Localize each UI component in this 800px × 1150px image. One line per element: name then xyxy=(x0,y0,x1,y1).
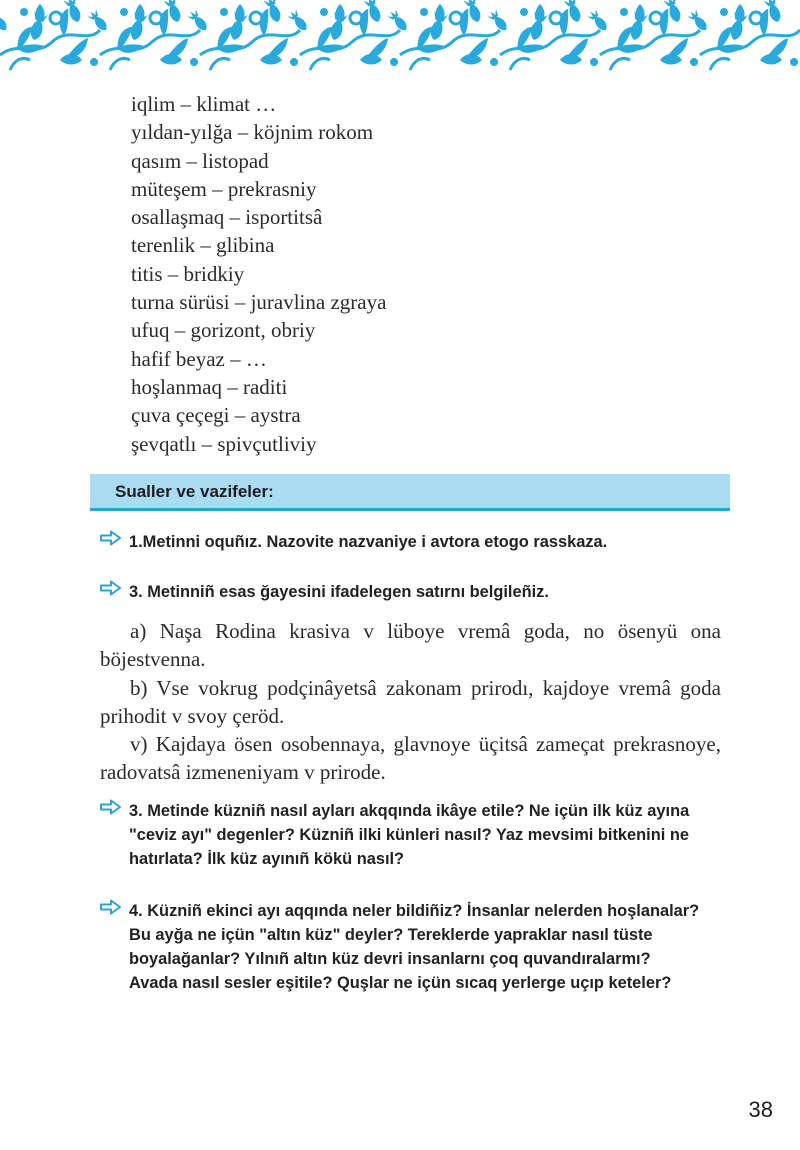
questions-header-bar xyxy=(90,474,730,511)
task-item xyxy=(100,530,740,554)
vocab-item: müteşem – prekrasniy xyxy=(131,176,317,201)
questions-header: Sualler ve vazifeler: xyxy=(115,482,274,501)
task-item xyxy=(100,899,700,995)
vocab-item: ufuq – gorizont, obriy xyxy=(131,318,316,343)
task-text: 3. Metinniñ esas ğayesini ifadelegen satırnı belgileñiz. xyxy=(129,583,549,601)
vocab-item: hafif beyaz – … xyxy=(131,346,267,371)
task-item xyxy=(100,799,700,871)
floral-ornament-border xyxy=(0,0,800,75)
arrow-right-icon xyxy=(100,580,122,596)
page-number: 38 xyxy=(748,1097,773,1122)
vocab-item: şevqatlı – spivçutliviy xyxy=(131,431,317,456)
vocab-item: yıldan-yılğa – köjnim rokom xyxy=(131,120,374,145)
arrow-right-icon xyxy=(100,899,122,915)
option-v: v) Kajdaya ösen osobennaya, glavnoye üçitsâ zameçat prekrasnoye, radovatsâ izmeneniyam v prirode. xyxy=(100,732,721,785)
task-text: 1.Metinni oquñız. Nazovite nazvaniye i avtora etogo rasskaza. xyxy=(129,533,608,551)
option-a: a) Naşa Rodina krasiva v lüboye vremâ goda, no ösenyü ona böjestvenna. xyxy=(100,619,721,672)
option-b: b) Vse vokrug podçinâyetsâ zakonam prirodı, kajdoye vremâ goda prihodit v svoy çeröd. xyxy=(100,675,721,728)
vocab-item: qasım – listopad xyxy=(131,148,269,173)
vocab-item: osallaşmaq – isportitsâ xyxy=(131,205,323,230)
task-text: 4. Küzniñ ekinci ayı aqqında neler bildiñiz? İnsanlar nelerden hoşlanalar? Bu ayğa ne içün "altın küz" deyler? Tereklerde yapraklar nasıl tüste boyalağanlar? Yılnıñ altın küz devri insanlarnı çoq quvandıralarmı? Avada nasıl sesler eşitile? Quşlar ne içün sıcaq yerlerge uçıp keteler? xyxy=(129,902,700,992)
arrow-right-icon xyxy=(100,530,122,546)
vocab-item: terenlik – glibina xyxy=(131,233,275,258)
vocab-item: çuva çeçegi – aystra xyxy=(131,403,301,428)
vocab-item: hoşlanmaq – raditi xyxy=(131,374,288,399)
vocab-item: iqlim – klimat … xyxy=(131,92,277,116)
task-item xyxy=(100,580,740,604)
task-text: 3. Metinde küzniñ nasıl ayları akqqında ikâye etile? Ne içün ilk küz ayına "ceviz ayı" degenler? Küzniñ ilki künleri nasıl? Yaz mevsimi bitkenini ne hatırlata? İlk küz ayınıñ kökü nasıl? xyxy=(129,802,690,868)
answer-options xyxy=(100,617,721,787)
arrow-right-icon xyxy=(100,799,122,815)
vocab-item: turna sürüsi – juravlina zgraya xyxy=(131,290,387,315)
vocabulary-list xyxy=(131,90,386,458)
vocab-item: titis – bridkiy xyxy=(131,261,245,286)
